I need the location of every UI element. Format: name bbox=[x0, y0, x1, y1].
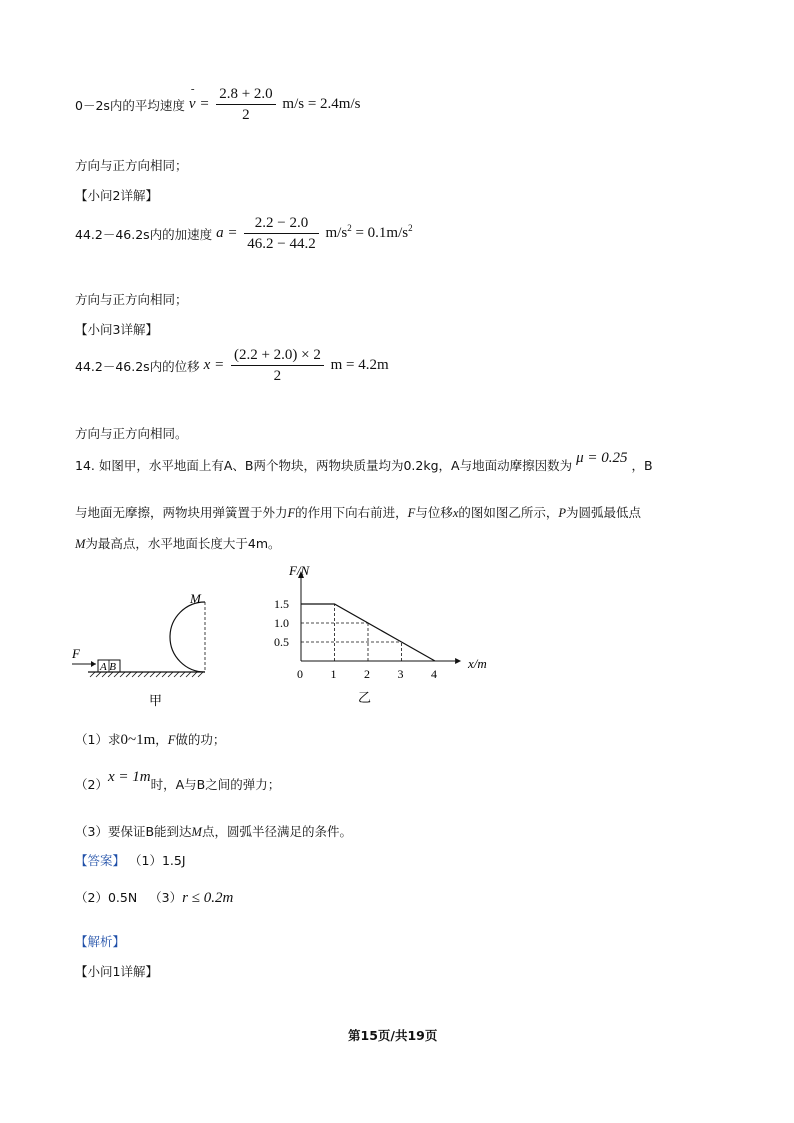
direction-2: 方向与正方向相同； bbox=[75, 292, 188, 307]
x-symbol: x = bbox=[203, 357, 225, 374]
sub1-F: F bbox=[167, 733, 176, 747]
unit-exponent: 2 bbox=[347, 223, 352, 234]
sub1-range: 0~1m bbox=[120, 732, 156, 748]
acceleration-line bbox=[75, 215, 413, 253]
avg-velocity-denominator: 2 bbox=[242, 107, 250, 123]
answer-3-prefix: （3） bbox=[149, 890, 183, 905]
force-displacement-line bbox=[301, 604, 435, 661]
force-arrowhead bbox=[91, 661, 96, 667]
sub-question-1 bbox=[75, 730, 225, 749]
problem14-line2 bbox=[75, 503, 641, 521]
problem14-text-2e: 为圆弧最低点 bbox=[566, 505, 642, 520]
q2-header: 【小问2详解】 bbox=[75, 188, 158, 203]
problem14-text-3: 为最高点，水平地面长度大于4m。 bbox=[85, 536, 281, 551]
answer-line-2 bbox=[75, 888, 233, 907]
acceleration-fraction bbox=[244, 215, 318, 253]
avg-velocity-line bbox=[75, 83, 361, 124]
sub3-prefix: （3）要保证B能到达 bbox=[75, 824, 192, 839]
figure-yi-caption: 乙 bbox=[358, 691, 372, 706]
a-symbol: a = bbox=[216, 225, 238, 242]
direction-3: 方向与正方向相同。 bbox=[75, 426, 188, 441]
sub3-M: M bbox=[191, 825, 202, 839]
x-tick-label: 4 bbox=[431, 667, 437, 681]
displacement-line bbox=[75, 347, 389, 385]
answer-line-1 bbox=[75, 851, 186, 869]
avg-velocity-numerator: 2.8 + 2.0 bbox=[216, 86, 275, 105]
problem14-text-1a: 14. 如图甲，水平地面上有A、B两个物块，两物块质量均为0.2kg，A与地面动摩擦因数为 bbox=[75, 458, 573, 473]
result-exponent: 2 bbox=[408, 223, 413, 234]
sub3-text: 点，圆弧半径满足的条件。 bbox=[201, 824, 352, 839]
sub-question-3 bbox=[75, 822, 352, 840]
v-bar: - bbox=[190, 83, 195, 96]
block-AB-label: A B bbox=[100, 661, 116, 673]
acceleration-formula bbox=[216, 215, 413, 252]
avg-velocity-label: 0－2s内的平均速度 bbox=[75, 98, 185, 113]
chart-xlabel: x/m bbox=[468, 656, 487, 671]
analysis-label: 【解析】 bbox=[75, 934, 126, 949]
y-tick-label: 1.5 bbox=[274, 597, 289, 611]
problem14-text-2a: 与地面无摩擦，两物块用弹簧置于外力 bbox=[75, 505, 288, 520]
acceleration-numerator: 2.2 − 2.0 bbox=[244, 215, 318, 234]
x-tick-label: 3 bbox=[397, 667, 404, 681]
x-tick-label: 0 bbox=[297, 667, 303, 681]
avg-velocity-fraction bbox=[216, 86, 275, 124]
figure-jia-caption: 甲 bbox=[149, 694, 163, 709]
q3-header: 【小问3详解】 bbox=[75, 322, 158, 337]
page-footer: 第15页/共19页 bbox=[348, 1028, 438, 1043]
x-axis-arrowhead bbox=[455, 658, 461, 664]
sub1-prefix: （1）求 bbox=[75, 732, 121, 747]
direction-1: 方向与正方向相同； bbox=[75, 158, 188, 173]
problem14-text-2d: 的图如图乙所示， bbox=[458, 505, 559, 520]
displacement-numerator: (2.2 + 2.0) × 2 bbox=[231, 347, 324, 366]
x-symbol-2: x bbox=[452, 506, 459, 520]
displacement-denominator: 2 bbox=[273, 368, 282, 384]
problem14-text-2b: 的作用下向右前进， bbox=[295, 505, 408, 520]
acceleration-unit: m/s bbox=[325, 225, 348, 242]
chart-ylabel: F/N bbox=[289, 563, 310, 578]
answer-1: （1）1.5J bbox=[129, 853, 186, 868]
y-tick-label: 1.0 bbox=[274, 616, 289, 630]
answer-2: （2）0.5N bbox=[75, 890, 138, 905]
F-symbol-2: F bbox=[407, 506, 416, 520]
avg-velocity-result: m/s = 2.4m/s bbox=[282, 96, 361, 113]
P-symbol: P bbox=[558, 506, 567, 520]
acceleration-label: 44.2－46.2s内的加速度 bbox=[75, 227, 213, 242]
sub1-comma: ， bbox=[155, 732, 168, 747]
answer-3: r ≤ 0.2m bbox=[182, 890, 234, 906]
problem14-text-2c: 与位移 bbox=[415, 505, 453, 520]
displacement-label: 44.2－46.2s内的位移 bbox=[75, 359, 200, 374]
figure-jia bbox=[60, 580, 260, 710]
avg-velocity-formula bbox=[188, 83, 361, 123]
M-symbol: M bbox=[75, 537, 86, 551]
x-tick-label: 2 bbox=[364, 667, 370, 681]
sub2-x: x = 1m bbox=[107, 769, 151, 785]
displacement-fraction bbox=[231, 347, 324, 385]
problem14-text-1b: ，B bbox=[631, 458, 653, 473]
problem14-line1 bbox=[75, 450, 653, 475]
sub2-prefix: （2） bbox=[75, 777, 108, 792]
acceleration-result: = 0.1m/s bbox=[351, 225, 409, 242]
answer-label: 【答案】 bbox=[75, 853, 126, 868]
F-symbol: F bbox=[287, 506, 296, 520]
M-label: M bbox=[190, 591, 201, 606]
sub-question-2 bbox=[75, 769, 281, 794]
y-tick-label: 0.5 bbox=[274, 635, 289, 649]
problem14-line3 bbox=[75, 534, 281, 552]
arc bbox=[170, 602, 205, 672]
sub2-text: 时，A与B之间的弹力； bbox=[150, 777, 281, 792]
figure-yi-chart bbox=[265, 555, 515, 710]
displacement-result: m = 4.2m bbox=[330, 357, 389, 374]
force-label: F bbox=[72, 646, 80, 661]
x-tick-label: 1 bbox=[330, 667, 337, 681]
analysis-q1-header: 【小问1详解】 bbox=[75, 964, 158, 979]
v-symbol: v = bbox=[188, 96, 210, 113]
sub1-end: 做的功； bbox=[175, 732, 226, 747]
acceleration-denominator: 46.2 − 44.2 bbox=[247, 236, 316, 252]
mu-value: μ = 0.25 bbox=[576, 450, 628, 466]
